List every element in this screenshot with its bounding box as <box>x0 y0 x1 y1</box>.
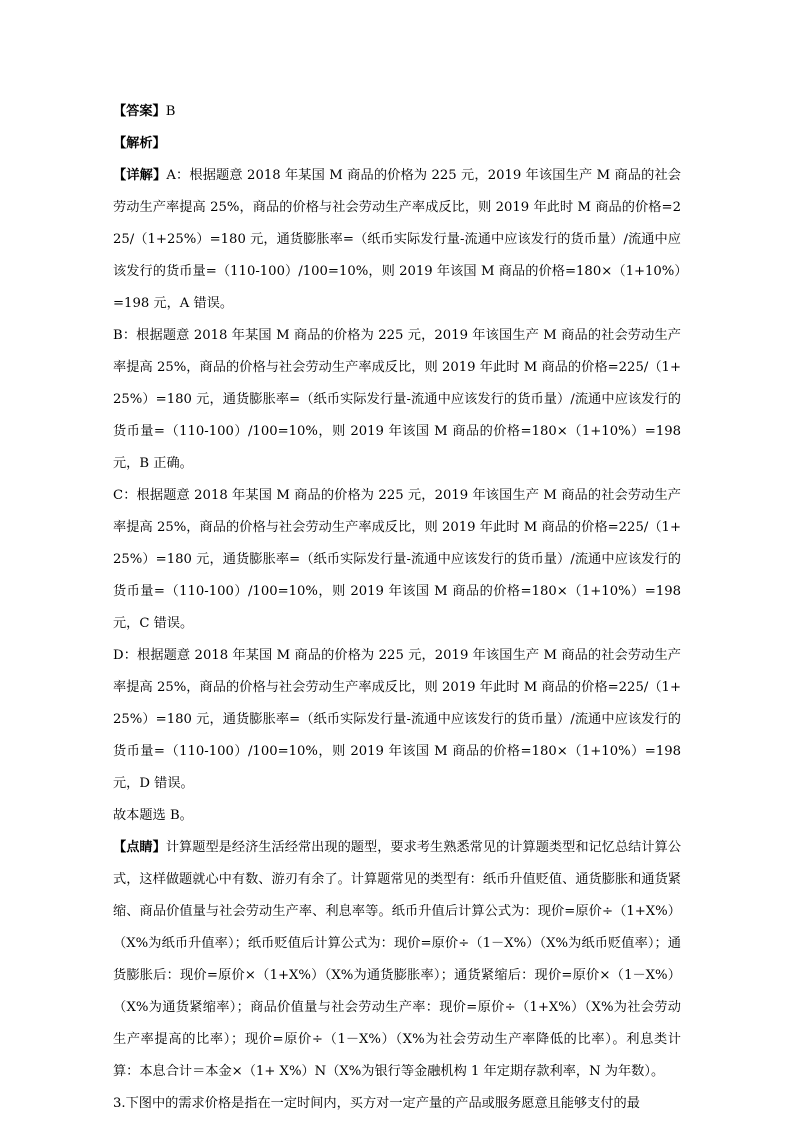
tip-label: 【点睛】 <box>113 840 166 855</box>
answer-line <box>113 96 681 128</box>
detail-paragraph <box>113 160 681 320</box>
option-d-paragraph: D：根据题意 2018 年某国 M 商品的价格为 225 元，2019 年该国生产 M 商品的社会劳动生产率提高 25%，商品的价格与社会劳动生产率成反比，则 2019 年此时 M 商品的价格=225/（1+25%）=180 元，通货膨胀率=（纸币实际发行量-流通中应该发行的货币量）/流通中应该发行的货币量=（110-100）/100=10%，则 2019 年该国 M 商品的价格=180×（1+10%）=198 元，D 错误。 <box>113 648 681 791</box>
next-question-line: 3.下图中的需求价格是指在一定时间内，买方对一定产量的产品或服务愿意且能够支付的最 <box>113 1096 640 1111</box>
tip-text: 计算题型是经济生活经常出现的题型，要求考生熟悉常见的计算题类型和记忆总结计算公式，这样做题就心中有数、游刃有余了。计算题常见的类型有：纸币升值贬值、通货膨胀和通货紧缩、商品价值量与社会劳动生产率、利息率等。纸币升值后计算公式为：现价=原价÷（1+X%）（X%为纸币升值率）；纸币贬值后计算公式为：现价=原价÷（1－X%）（X%为纸币贬值率）；通货膨胀后：现价=原价×（1+X%）（X%为通货膨胀率）；通货紧缩后：现价=原价×（1－X%）（X%为通货紧缩率）；商品价值量与社会劳动生产率：现价=原价÷（1+X%）（X%为社会劳动生产率提高的比率）；现价=原价÷（1－X%）（X%为社会劳动生产率降低的比率）。利息类计算：本息合计＝本金×（1+ X%）N（X%为银行等金融机构 1 年定期存款利率，N 为年数）。 <box>113 840 682 1079</box>
detail-label: 【详解】 <box>113 168 167 183</box>
detail-text: A：根据题意 2018 年某国 M 商品的价格为 225 元，2019 年该国生产 M 商品的社会劳动生产率提高 25%，商品的价格与社会劳动生产率成反比，则 2019 年此时 M 商品的价格=225/（1+25%）=180 元，通货膨胀率=（纸币实际发行量-流通中应该发行的货币量）/流通中应该发行的货币量=（110-100）/100=10%，则 2019 年该国 M 商品的价格=180×（1+10%）=198 元，A 错误。 <box>113 168 681 311</box>
option-b-paragraph: B：根据题意 2018 年某国 M 商品的价格为 225 元，2019 年该国生产 M 商品的社会劳动生产率提高 25%，商品的价格与社会劳动生产率成反比，则 2019 年此时 M 商品的价格=225/（1+25%）=180 元，通货膨胀率=（纸币实际发行量-流通中应该发行的货币量）/流通中应该发行的货币量=（110-100）/100=10%，则 2019 年该国 M 商品的价格=180×（1+10%）=198 元，B 正确。 <box>113 328 681 471</box>
option-c-paragraph: C：根据题意 2018 年某国 M 商品的价格为 225 元，2019 年该国生产 M 商品的社会劳动生产率提高 25%，商品的价格与社会劳动生产率成反比，则 2019 年此时 M 商品的价格=225/（1+25%）=180 元，通货膨胀率=（纸币实际发行量-流通中应该发行的货币量）/流通中应该发行的货币量=（110-100）/100=10%，则 2019 年该国 M 商品的价格=180×（1+10%）=198 元，C 错误。 <box>113 488 681 631</box>
answer-label: 【答案】 <box>113 104 166 119</box>
conclusion-line: 故本题选 B。 <box>113 808 193 823</box>
answer-value: B <box>165 104 176 119</box>
analysis-heading: 【解析】 <box>113 136 166 151</box>
document-page <box>113 96 681 1120</box>
tip-paragraph <box>113 832 681 1088</box>
